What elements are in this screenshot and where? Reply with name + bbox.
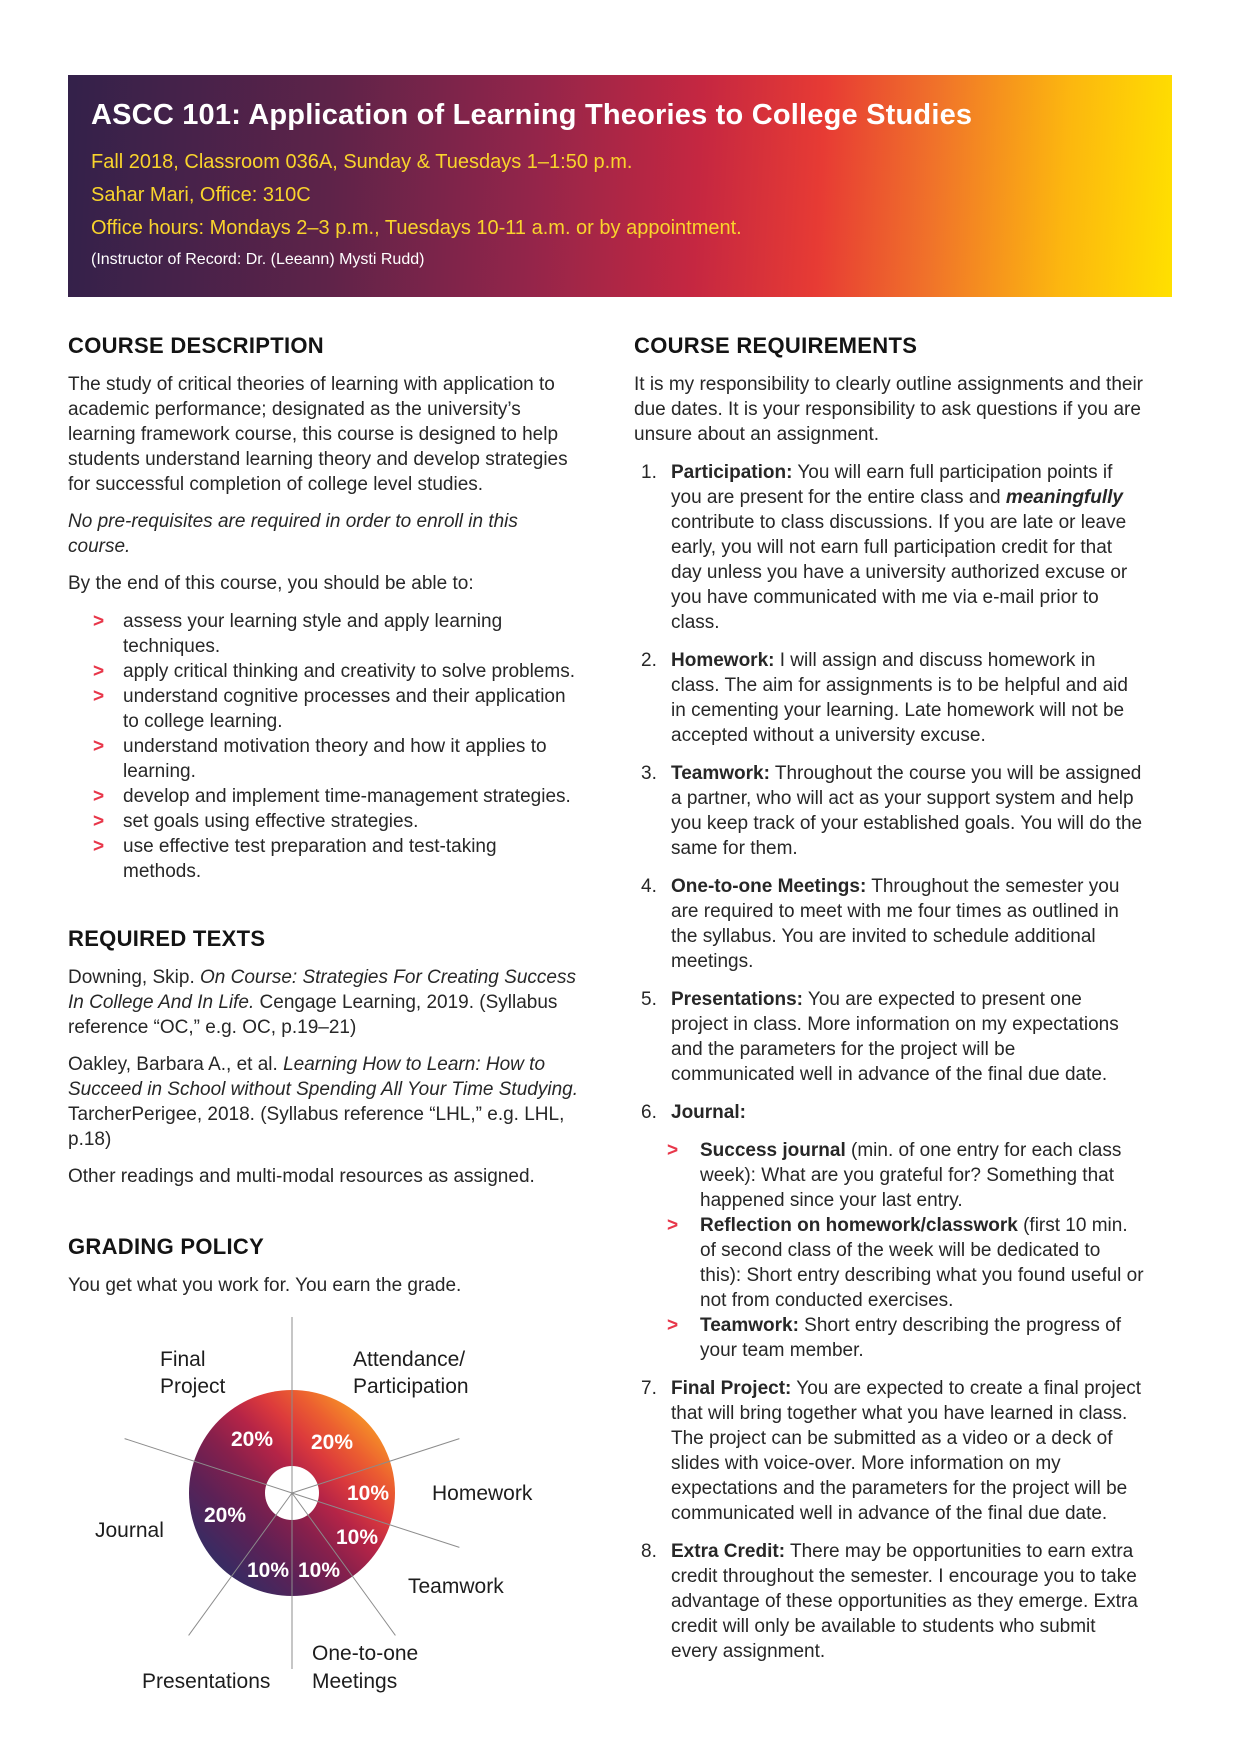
journal-bullet-text: Success journal (min. of one entry for each class week): What are you grateful for? Something that happened since your last entry. [700,1140,1122,1211]
slice-percent-homework: 10% [346,1482,390,1505]
journal-bullet-item [667,1138,1144,1213]
item-text: Teamwork: Throughout the course you will be assigned a partner, who will act as your support system and help you keep track of your established goals. You will do the same for them. [671,763,1143,859]
slice-label-presentations: Presentations [142,1670,271,1693]
slice-label-teamwork: Teamwork [408,1575,504,1598]
requirement-item [634,648,1144,748]
requirement-item [634,987,1144,1087]
item-number: 5. [641,989,657,1010]
objective-text: use effective test preparation and test-taking methods. [123,836,497,882]
course-title: ASCC 101: Application of Learning Theories to College Studies [91,99,973,131]
course-description-heading: COURSE DESCRIPTION [68,333,324,358]
item-text: Final Project: You are expected to create a final project that will bring together what you have learned in class. The project can be submitted as a video or a deck of slides with voice-over. More information on my expectations and the parameters for the project will be communicated well in advance of the final due date. [671,1378,1141,1524]
bullet-arrow-icon: > [93,786,105,807]
requirement-item [634,460,1144,635]
course-requirements-heading: COURSE REQUIREMENTS [634,333,918,358]
objective-item [93,609,578,659]
journal-bullets-list [634,1138,1144,1363]
required-text-citation: Oakley, Barbara A., et al. Learning How to Learn: How to Succeed in School without Spending All Your Time Studying. TarcherPerigee, 2018. (Syllabus reference “LHL,” e.g. LHL, p.18) [68,1054,578,1150]
requirement-item [634,1376,1144,1526]
grading-chart-container [68,1310,578,1703]
item-number: 7. [641,1378,657,1399]
course-meta [91,146,1152,245]
office-hours: Office hours: Mondays 2–3 p.m., Tuesdays 10-11 a.m. or by appointment. [91,217,742,239]
objectives-list [68,609,578,884]
objective-item [93,659,578,684]
required-texts-section [68,926,578,1189]
grading-pie-chart [68,1310,578,1698]
objective-item [93,809,578,834]
bullet-arrow-icon: > [667,1215,679,1236]
slice-percent-one-to-one: 10% [297,1559,341,1582]
item-text: Homework: I will assign and discuss homework in class. The aim for assignments is to be helpful and aid in cementing your learning. Late homework will not be accepted without a university excuse. [671,650,1128,746]
objectives-intro: By the end of this course, you should be able to: [68,573,474,594]
bullet-arrow-icon: > [93,836,105,857]
objective-item [93,734,578,784]
objective-text: understand cognitive processes and their application to college learning. [123,686,566,732]
item-number: 4. [641,876,657,897]
item-number: 2. [641,650,657,671]
slice-percent-final-project: 20% [230,1428,274,1451]
item-number: 8. [641,1541,657,1562]
slice-percent-attendance: 20% [310,1431,354,1454]
item-number: 6. [641,1102,657,1123]
item-text: Journal: [671,1102,746,1123]
left-column [68,333,578,1703]
course-banner [68,75,1172,297]
course-requirements-section [634,333,1144,1664]
course-schedule: Fall 2018, Classroom 036A, Sunday & Tuesdays 1–1:50 p.m. [91,151,633,173]
bullet-arrow-icon: > [93,736,105,757]
slice-label-final-project: Final [160,1348,206,1371]
slice-percent-journal: 20% [203,1504,247,1527]
grading-policy-section [68,1234,578,1703]
slice-percent-presentations: 10% [246,1559,290,1582]
slice-label-journal: Journal [95,1519,164,1542]
objective-text: understand motivation theory and how it applies to learning. [123,736,547,782]
bullet-arrow-icon: > [93,686,105,707]
requirement-item [634,761,1144,861]
instructor-office: Sahar Mari, Office: 310C [91,184,311,206]
bullet-arrow-icon: > [93,611,105,632]
slice-label-homework: Homework [432,1482,533,1505]
other-readings-note: Other readings and multi-modal resources as assigned. [68,1166,535,1187]
slice-label-attendance: Attendance/ [353,1348,466,1371]
item-text: Presentations: You are expected to present one project in class. More information on my expectations and the parameters for the project will be communicated well in advance of the final due date. [671,989,1119,1085]
slice-label-one-to-one: One-to-one [312,1642,419,1665]
requirement-item [634,1100,1144,1125]
item-text: One-to-one Meetings: Throughout the semester you are required to meet with me four times as outlined in the syllabus. You are invited to schedule additional meetings. [671,876,1120,972]
two-column-body [68,333,1172,1703]
right-column [634,333,1144,1703]
course-description-paragraph: The study of critical theories of learning with application to academic performance; designated as the university’s learning framework course, this course is designed to help students understand learning theory and develop strategies for successful completion of college level studies. [68,374,568,495]
instructor-of-record-note: (Instructor of Record: Dr. (Leeann) Mysti Rudd) [91,251,425,268]
bullet-arrow-icon: > [93,811,105,832]
requirements-list [634,460,1144,1664]
requirement-item [634,1539,1144,1664]
requirement-item [634,874,1144,974]
course-description-section [68,333,578,884]
objective-text: set goals using effective strategies. [123,811,419,832]
item-text: Extra Credit: There may be opportunities to earn extra credit throughout the semester. I encourage you to take advantage of these opportunities as they emerge. Extra credit will only be available to students who submit every assignment. [671,1541,1138,1662]
objective-item [93,684,578,734]
item-number: 1. [641,462,657,483]
journal-bullet-text: Reflection on homework/classwork (first 10 min. of second class of the week will be dedicated to this): Short entry describing what you found useful or not from conducted exercises. [700,1215,1144,1311]
journal-bullet-text: Teamwork: Short entry describing the progress of your team member. [700,1315,1122,1361]
slice-percent-teamwork: 10% [335,1526,379,1549]
bullet-arrow-icon: > [667,1140,679,1161]
bullet-arrow-icon: > [667,1315,679,1336]
objective-text: develop and implement time-management strategies. [123,786,571,807]
slice-label-attendance: Participation [353,1375,469,1398]
journal-bullet-item [667,1313,1144,1363]
requirements-intro: It is my responsibility to clearly outline assignments and their due dates. It is your responsibility to ask questions if you are unsure about an assignment. [634,374,1144,445]
objective-text: apply critical thinking and creativity to solve problems. [123,661,575,682]
grading-policy-intro: You get what you work for. You earn the grade. [68,1275,462,1296]
item-text: Participation: You will earn full participation points if you are present for the entire class and meaningfully contribute to class discussions. If you are late or leave early, you will not earn full participation credit for that day unless you have a university authorized excuse or you have communicated with me via e-mail prior to class. [671,462,1128,633]
bullet-arrow-icon: > [93,661,105,682]
slice-label-one-to-one: Meetings [312,1670,398,1693]
journal-bullet-item [667,1213,1144,1313]
grading-policy-heading: GRADING POLICY [68,1234,265,1259]
objective-text: assess your learning style and apply learning techniques. [123,611,503,657]
prerequisites-note: No pre-requisites are required in order to enroll in this course. [68,511,518,557]
item-number: 3. [641,763,657,784]
required-text-citation: Downing, Skip. On Course: Strategies For Creating Success In College And In Life. Cengage Learning, 2019. (Syllabus reference “OC,” e.g. OC, p.19–21) [68,967,576,1038]
objective-item [93,834,578,884]
required-texts-heading: REQUIRED TEXTS [68,926,266,951]
objective-item [93,784,578,809]
slice-label-final-project: Project [160,1375,226,1398]
